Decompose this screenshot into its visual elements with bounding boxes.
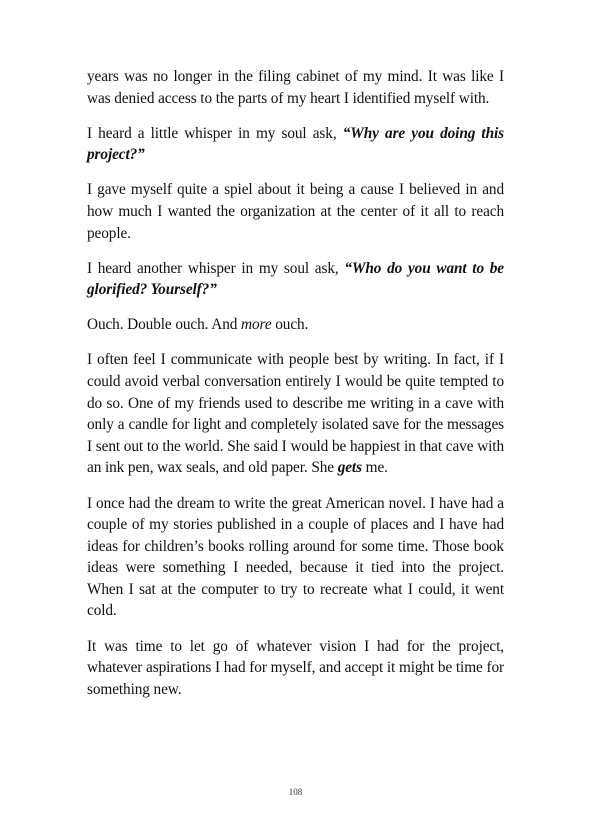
paragraph-text: Ouch. Double ouch. And (87, 316, 242, 334)
paragraph-text: It was time to let go of whatever vision I had for the project, whatever aspirations I had for myself, and accept it might be time for something new. (87, 637, 504, 698)
paragraph-spiel (87, 179, 504, 244)
emphasis-text: more (241, 316, 272, 334)
paragraph-second-whisper (87, 258, 504, 301)
paragraph-text: ouch. (271, 316, 309, 334)
paragraph-text: I heard a little whisper in my soul ask, (87, 124, 343, 142)
paragraph-text: I often feel I communicate with people best by writing. In fact, if I could avoid verbal conversation entirely I would be quite tempted to do so. One of my friends used to describe me writing in a cave with only a candle for light and completely isolated save for the messages I sent out to the world. She said I would be happiest in that cave with an ink pen, wax seals, and old paper. She (87, 351, 504, 477)
paragraph-writing-cave (87, 349, 504, 479)
paragraph-first-whisper (87, 123, 504, 166)
whisper-quote: “Why are you doing this project?” (87, 124, 504, 164)
paragraph-text: me. (361, 459, 388, 477)
paragraph-american-novel (87, 493, 504, 623)
paragraph-filing-cabinet (87, 66, 504, 109)
paragraph-text: years was no longer in the filing cabinet of my mind. It was like I was denied access to the parts of my heart I identified myself with. (87, 68, 504, 107)
paragraph-text: I once had the dream to write the great American novel. I have had a couple of my stories published in a couple of places and I have had ideas for children’s books rolling around for some time. Those book ideas were something I needed, because it tied into the project. When I sat at the computer to try to recreate what I could, it went cold. (87, 494, 504, 620)
whisper-quote: “Who do you want to be glorified? Yourself?” (87, 259, 504, 299)
emphasis-text: gets (337, 459, 362, 477)
paragraph-ouch (87, 314, 504, 336)
paragraph-text: I gave myself quite a spiel about it being a cause I believed in and how much I wanted the organization at the center of it all to reach people. (87, 181, 504, 242)
page-number: 108 (288, 787, 303, 797)
paragraph-text: I heard another whisper in my soul ask, (87, 259, 345, 277)
paragraph-let-go (87, 636, 504, 701)
